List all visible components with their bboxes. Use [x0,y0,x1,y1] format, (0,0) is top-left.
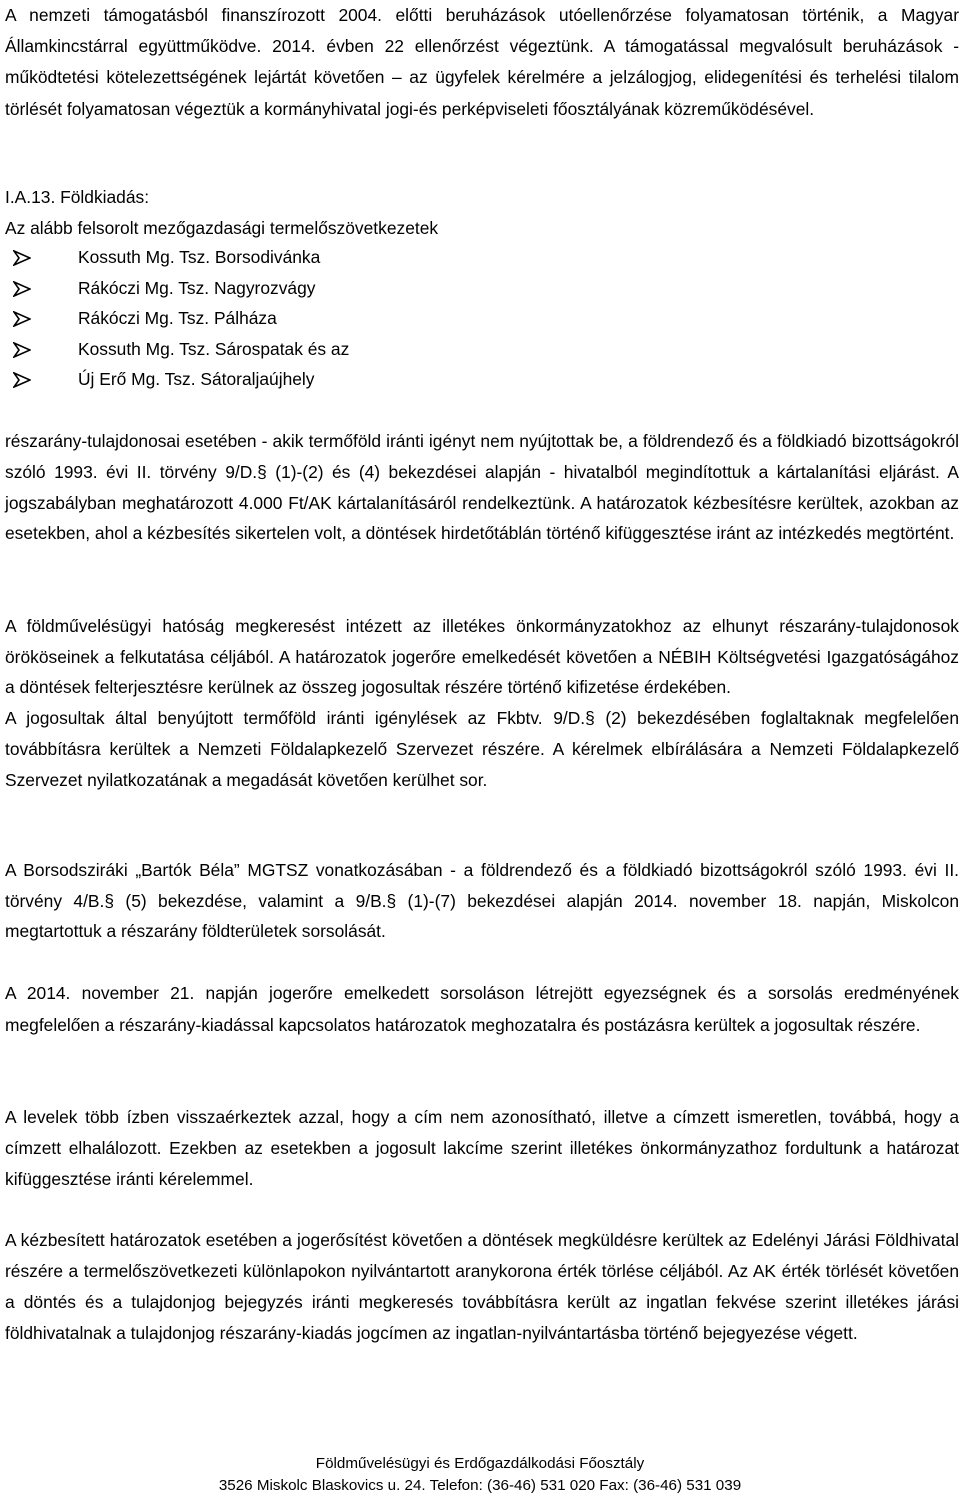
section-heading [5,182,438,244]
returned-letters-paragraph: A levelek több ízben visszaérkeztek azzal, hogy a cím nem azonosítható, illetve a címzett ismeretlen, továbbá, hogy a címzett elhalálozott. Ezekben az esetekben a jogosult lakcíme szerint illetékes önkormányzathoz fordultunk a határozat kifüggesztése iránti kérelemmel. [5,1107,959,1189]
list-item-label: Rákóczi Mg. Tsz. Pálháza [78,308,277,328]
list-item [5,303,349,334]
footer-address: 3526 Miskolc Blaskovics u. 24. Telefon: (36-46) 531 020 Fax: (36-46) 531 039 [218,1477,742,1494]
list-item [5,334,349,365]
section-number: I.A.13. [5,187,56,207]
arrow-bullet-icon [13,311,31,327]
list-item-label: Kossuth Mg. Tsz. Borsodivánka [78,247,321,267]
list-item-label: Új Erő Mg. Tsz. Sátoraljaújhely [78,369,315,389]
list-item [5,273,349,304]
cooperative-list [5,242,349,395]
arrow-bullet-icon [13,250,31,266]
intro-paragraph: A nemzeti támogatásból finanszírozott 2004. előtti beruházások utóellenőrzése folyamatosan történik, a Magyar Államkincstárral együttműködve. 2014. évben 22 ellenőrzést végeztünk. A támogatással megvalósult beruházások - működtetési kötelezettségének lejártát követően – az ügyfelek kérelmére a jelzálogjog, elidegenítési és terhelési tilalom törlését folyamatosan végeztük a kormányhivatal jogi-és perképviseleti főosztályának közreműködésével. [5,5,959,119]
agreement-paragraph: A 2014. november 21. napján jogerőre emelkedett sorsoláson létrejött egyezségnek és a sorsolás eredményének megfelelően a részarány-kiadással kapcsolatos határozatok meghozatalra és postázásra kerültek a jogosultak részére. [5,983,959,1035]
arrow-bullet-icon [13,281,31,297]
section-title: Földkiadás: [60,187,150,207]
list-item [5,364,349,395]
footer-organization: Földművelésügyi és Erdőgazdálkodási Főosztály [315,1455,645,1472]
arrow-bullet-icon [13,372,31,388]
compensation-paragraph: részarány-tulajdonosai esetében - akik termőföld iránti igényt nem nyújtottak be, a földrendező és a földkiadó bizottságokról szóló 1993. évi II. törvény 9/D.§ (1)-(2) és (4) bekezdései alapján - hivatalból megindítottuk a kártalanítási eljárást. A jogszabályban meghatározott 4.000 Ft/AK kártalanításáról rendelkeztünk. A határozatok kézbesítésre kerültek, azokban az esetekben, ahol a kézbesítés sikertelen volt, a döntések hirdetőtáblán történő kifüggesztése iránt az intézkedés megtörtént. [5,431,959,544]
heirs-paragraph: A földművelésügyi hatóság megkeresést intézett az illetékes önkormányzatokhoz az elhunyt részarány-tulajdonosok örököseinek a felkutatása céljából. A határozatok jogerőre emelkedését követően a NÉBIH Költségvetési Igazgatóságához a döntések felterjesztésre kerülnek az összeg jogosultak részére történő kifizetése érdekében. [5,616,959,698]
claims-paragraph: A jogosultak által benyújtott termőföld iránti igénylések az Fkbtv. 9/D.§ (2) bekezdésében foglaltaknak megfelelően továbbításra kerültek a Nemzeti Földalapkezelő Szervezet részére. A kérelmek elbírálására a Nemzeti Földalapkezelő Szervezet nyilatkozatának a megadását követően kerülhet sor. [5,708,959,790]
arrow-bullet-icon [13,342,31,358]
list-item-label: Kossuth Mg. Tsz. Sárospatak és az [78,338,350,359]
authority-section [5,611,959,795]
list-item-label: Rákóczi Mg. Tsz. Nagyrozvágy [78,277,316,298]
list-item [5,242,349,273]
lottery-paragraph: A Borsodsziráki „Bartók Béla” MGTSZ vonatkozásában - a földrendező és a földkiadó bizottságokról szóló 1993. évi II. törvény 4/B.§ (5) bekezdése, valamint a 9/B.§ (1)-(7) bekezdései alapján 2014. november 18. napján, Miskolcon megtartottuk a részarány földterületek sorsolását. [5,860,959,942]
section-lead: Az alább felsorolt mezőgazdasági termelőszövetkezetek [5,218,439,238]
registry-paragraph: A kézbesített határozatok esetében a jogerősítést követően a döntések megküldésre kerültek az Edelényi Járási Földhivatal részére a termelőszövetkezeti különlapokon nyilvántartott aranykorona érték törlése céljából. Az AK érték törlését követően a döntés és a tulajdonjog bejegyzés iránti megkeresés továbbításra került az ingatlan fekvése szerint illetékes járási földhivatalnak a tulajdonjog részarány-kiadás jogcímen az ingatlan-nyilvántartásba történő bejegyezése végett. [5,1230,959,1343]
